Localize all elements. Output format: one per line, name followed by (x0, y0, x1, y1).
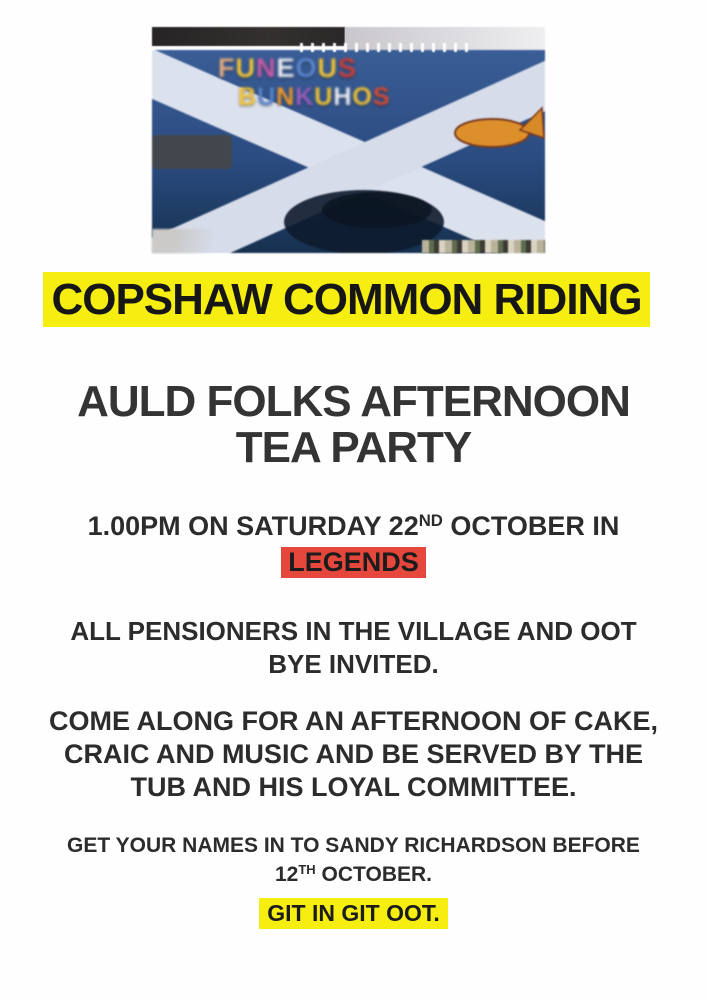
venue-highlight: LEGENDS (281, 547, 426, 578)
rsvp-line2: 12TH OCTOBER. (274, 861, 432, 886)
description-line1: COME ALONG FOR AN AFTERNOON OF CAKE, (49, 706, 658, 736)
saltire-flag-photo (152, 27, 545, 253)
magnetic-letter: U (235, 53, 256, 83)
magnetic-letter: U (257, 83, 277, 111)
magnetic-letters-row2 (238, 83, 391, 112)
gray-floor-wedge (152, 229, 212, 253)
invitation-line2: BYE INVITED. (268, 649, 439, 679)
description-line2: CRAIC AND MUSIC AND BE SERVED BY THE (63, 739, 644, 769)
magnetic-letter: U (317, 53, 339, 83)
magnetic-letter: H (333, 83, 353, 111)
description-line3: TUB AND HIS LOYAL COMMITTEE. (130, 772, 577, 802)
letter-tops-highlights (300, 43, 470, 52)
magnetic-letter: K (295, 83, 315, 111)
magnetic-letter: N (276, 83, 296, 111)
magnetic-letter: F (218, 53, 236, 83)
slogan-highlight: GIT IN GIT OOT. (259, 898, 448, 929)
title-banner (43, 272, 650, 327)
magnetic-letter: S (372, 83, 391, 111)
date-line: 1.00PM ON SATURDAY 22ND OCTOBER IN (87, 510, 620, 541)
title-text: COPSHAW COMMON RIDING (51, 275, 642, 324)
rsvp-block (0, 831, 707, 891)
venue-line (0, 546, 707, 579)
rsvp-line1: GET YOUR NAMES IN TO SANDY RICHARDSON BEFORE (67, 834, 640, 857)
magnetic-letter: B (238, 83, 258, 111)
magnetic-letter: E (276, 53, 296, 83)
slogan-block (0, 898, 707, 929)
invitation-block (0, 615, 707, 681)
event-heading-line2: TEA PARTY (235, 423, 472, 472)
magnetic-letter: S (338, 53, 358, 83)
event-heading-line1: AULD FOLKS AFTERNOON (77, 377, 630, 426)
magnetic-letters-row1 (218, 53, 357, 84)
cluttered-shelf-strip (422, 240, 545, 253)
rsvp-ordinal: TH (298, 861, 316, 877)
date-venue-block (0, 510, 707, 579)
magnetic-letter: O (352, 83, 373, 111)
magnetic-letter: N (256, 53, 277, 83)
date-ordinal: ND (418, 510, 443, 530)
event-heading (0, 379, 707, 471)
magnetic-letter: O (295, 53, 318, 83)
invitation-line1: ALL PENSIONERS IN THE VILLAGE AND OOT (70, 616, 637, 646)
description-block (0, 705, 707, 804)
magnetic-letter: U (314, 83, 334, 111)
